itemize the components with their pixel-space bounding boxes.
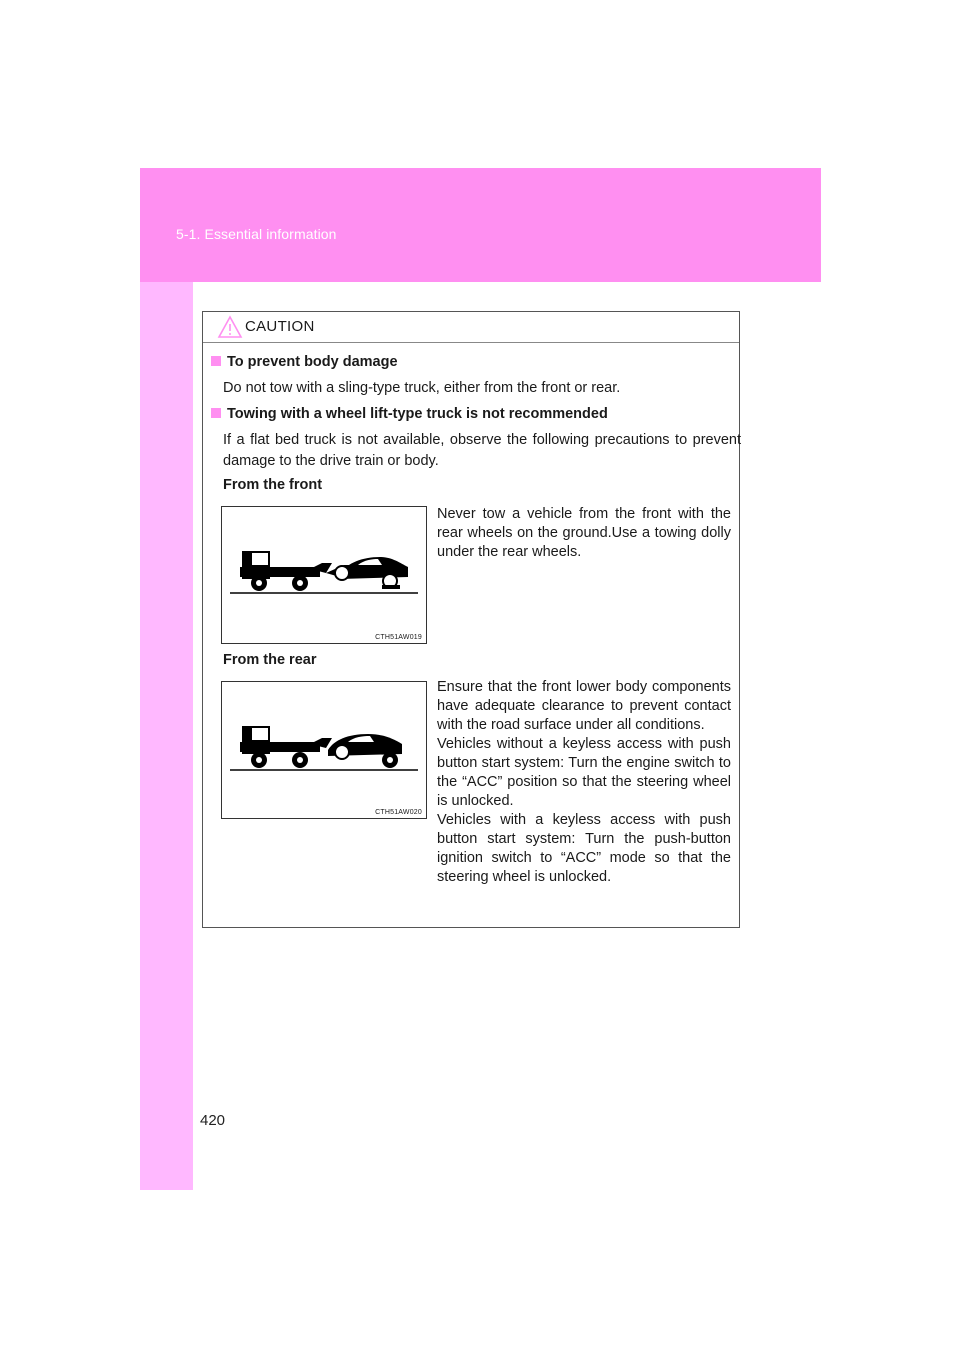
heading-text: Towing with a wheel lift-type truck is not recommended xyxy=(227,406,608,422)
rear-description xyxy=(437,678,731,887)
caution-title: CAUTION xyxy=(245,318,315,335)
rear-tow-illustration xyxy=(221,681,427,819)
front-tow-illustration xyxy=(221,506,427,644)
square-bullet-icon xyxy=(211,408,221,418)
heading-body-damage xyxy=(211,354,398,370)
warning-triangle-icon xyxy=(217,315,243,339)
heading-text: To prevent body damage xyxy=(227,354,398,370)
body-damage-text: Do not tow with a sling-type truck, either from the front or rear. xyxy=(223,380,621,396)
heading-wheel-lift xyxy=(211,406,608,422)
tow-truck-front-drawing xyxy=(222,507,428,645)
from-front-label: From the front xyxy=(223,477,323,493)
front-description: Never tow a vehicle from the front with the rear wheels on the ground.Use a towing dolly under the rear wheels. xyxy=(437,506,731,560)
square-bullet-icon xyxy=(211,356,221,366)
caution-box xyxy=(202,311,740,928)
tow-truck-rear-drawing xyxy=(222,682,428,820)
rear-clearance-text: Ensure that the front lower body components have adequate clearance to prevent contact with the road surface under all conditions. xyxy=(437,679,731,733)
figure-code: CTH51AW020 xyxy=(375,809,422,816)
side-strip xyxy=(140,168,193,1190)
section-label: 5-1. Essential information xyxy=(176,226,337,242)
figure-code: CTH51AW019 xyxy=(375,634,422,641)
caution-header xyxy=(203,312,739,343)
rear-no-keyless-text: Vehicles without a keyless access with push button start system: Turn the engine switch to the “ACC” position so that the steering wheel is unlocked. xyxy=(437,736,731,809)
page-number: 420 xyxy=(200,1112,226,1129)
from-rear-label: From the rear xyxy=(223,652,317,668)
header-band xyxy=(140,168,821,282)
wheel-lift-text: If a flat bed truck is not available, observe the following precautions to prevent damage to the drive train or body. xyxy=(223,432,741,469)
rear-keyless-text: Vehicles with a keyless access with push button start system: Turn the push-button ignition switch to “ACC” mode so that the steering wheel is unlocked. xyxy=(437,812,731,885)
